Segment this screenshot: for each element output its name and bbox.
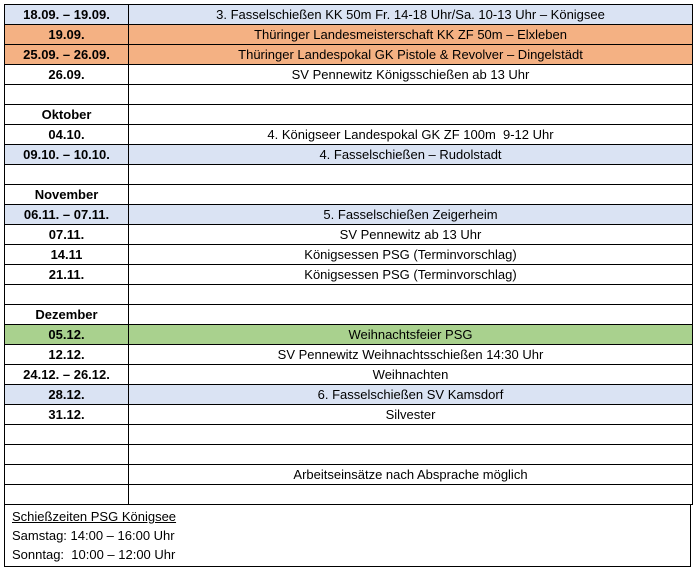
event-date-cell: 04.10. (5, 125, 129, 145)
event-calendar-sheet (4, 4, 693, 567)
event-date-cell (5, 165, 129, 185)
table-row (5, 405, 693, 425)
event-description-cell (129, 85, 693, 105)
shooting-times-title: Schießzeiten PSG Königsee (12, 509, 177, 524)
table-row (5, 5, 693, 25)
table-row (5, 105, 693, 125)
table-row (5, 45, 693, 65)
shooting-times-saturday: Samstag: 14:00 – 16:00 Uhr (12, 528, 175, 543)
event-date-cell: Oktober (5, 105, 129, 125)
table-row (5, 125, 693, 145)
event-description-cell: Königsessen PSG (Terminvorschlag) (129, 265, 693, 285)
shooting-times-sunday: Sonntag: 10:00 – 12:00 Uhr (12, 547, 176, 562)
table-row (5, 465, 693, 485)
event-date-cell: 25.09. – 26.09. (5, 45, 129, 65)
event-date-cell: 14.11 (5, 245, 129, 265)
table-row (5, 85, 693, 105)
event-description-cell: SV Pennewitz Königsschießen ab 13 Uhr (129, 65, 693, 85)
event-date-cell (5, 445, 129, 465)
event-date-cell: 21.11. (5, 265, 129, 285)
table-row (5, 25, 693, 45)
table-row (5, 285, 693, 305)
table-row (5, 365, 693, 385)
event-date-cell: 12.12. (5, 345, 129, 365)
event-description-cell: SV Pennewitz ab 13 Uhr (129, 225, 693, 245)
event-description-cell: Weihnachten (129, 365, 693, 385)
table-row (5, 345, 693, 365)
event-description-cell: Königsessen PSG (Terminvorschlag) (129, 245, 693, 265)
event-description-cell: Thüringer Landespokal GK Pistole & Revolver – Dingelstädt (129, 45, 693, 65)
table-row (5, 225, 693, 245)
event-date-cell: 05.12. (5, 325, 129, 345)
event-description-cell: Arbeitseinsätze nach Absprache möglich (129, 465, 693, 485)
event-date-cell (5, 485, 129, 505)
event-description-cell: SV Pennewitz Weihnachtsschießen 14:30 Uhr (129, 345, 693, 365)
shooting-times-box (4, 505, 691, 567)
table-row (5, 305, 693, 325)
table-row (5, 165, 693, 185)
event-date-cell: 06.11. – 07.11. (5, 205, 129, 225)
table-row (5, 205, 693, 225)
event-description-cell: Thüringer Landesmeisterschaft KK ZF 50m – Elxleben (129, 25, 693, 45)
event-date-cell (5, 285, 129, 305)
event-date-cell: 28.12. (5, 385, 129, 405)
event-description-cell (129, 305, 693, 325)
event-description-cell: 3. Fasselschießen KK 50m Fr. 14-18 Uhr/Sa. 10-13 Uhr – Königsee (129, 5, 693, 25)
table-row (5, 185, 693, 205)
event-description-cell: 6. Fasselschießen SV Kamsdorf (129, 385, 693, 405)
table-row (5, 425, 693, 445)
event-date-cell: 07.11. (5, 225, 129, 245)
event-description-cell (129, 185, 693, 205)
event-date-cell: 26.09. (5, 65, 129, 85)
event-description-cell (129, 445, 693, 465)
table-row (5, 325, 693, 345)
event-description-cell (129, 425, 693, 445)
event-date-cell (5, 85, 129, 105)
table-row (5, 245, 693, 265)
event-description-cell (129, 105, 693, 125)
table-row (5, 385, 693, 405)
event-date-cell: November (5, 185, 129, 205)
event-table (4, 4, 693, 505)
event-date-cell: 24.12. – 26.12. (5, 365, 129, 385)
event-table-body (5, 5, 693, 505)
event-description-cell: 4. Fasselschießen – Rudolstadt (129, 145, 693, 165)
table-row (5, 145, 693, 165)
event-description-cell: 5. Fasselschießen Zeigerheim (129, 205, 693, 225)
table-row (5, 485, 693, 505)
event-date-cell: 19.09. (5, 25, 129, 45)
table-row (5, 65, 693, 85)
event-description-cell (129, 165, 693, 185)
event-description-cell: 4. Königseer Landespokal GK ZF 100m 9-12 Uhr (129, 125, 693, 145)
table-row (5, 445, 693, 465)
event-description-cell (129, 485, 693, 505)
event-date-cell: Dezember (5, 305, 129, 325)
event-date-cell: 09.10. – 10.10. (5, 145, 129, 165)
event-date-cell: 31.12. (5, 405, 129, 425)
event-date-cell (5, 425, 129, 445)
event-date-cell: 18.09. – 19.09. (5, 5, 129, 25)
event-description-cell: Silvester (129, 405, 693, 425)
event-description-cell: Weihnachtsfeier PSG (129, 325, 693, 345)
event-description-cell (129, 285, 693, 305)
event-date-cell (5, 465, 129, 485)
table-row (5, 265, 693, 285)
